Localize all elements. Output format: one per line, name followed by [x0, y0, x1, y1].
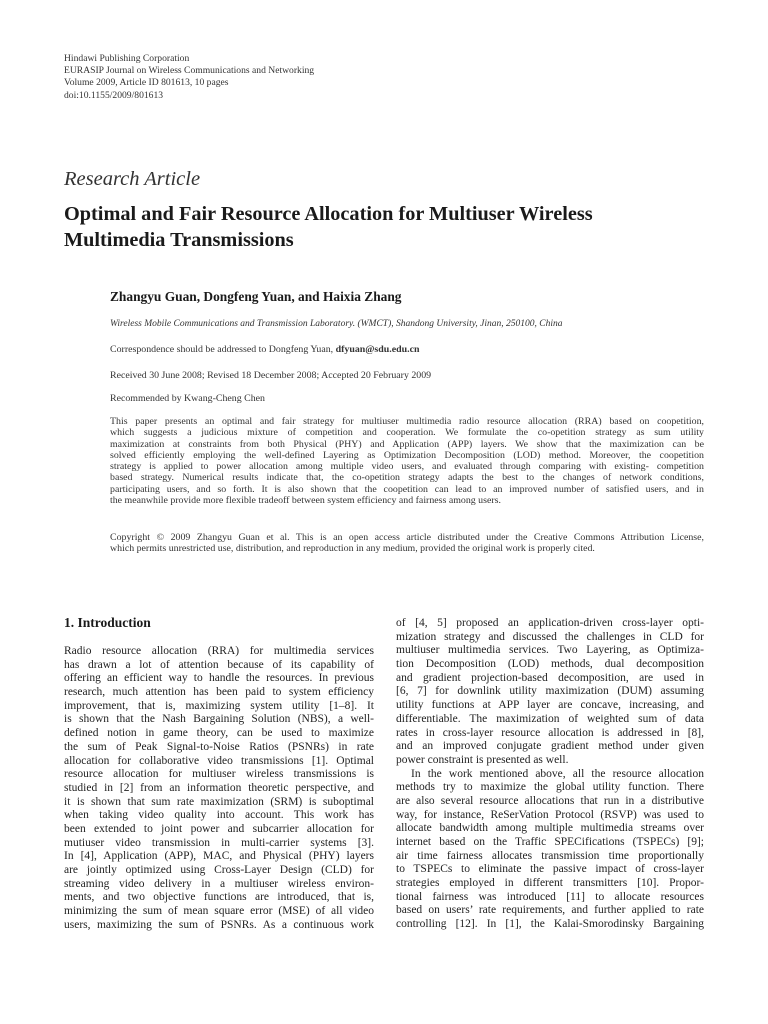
body-line: to TSPECs to eliminate the passive impact of cross-layer: [396, 863, 704, 876]
body-line: studied in [2] from an information theoretic perspective, and: [64, 781, 374, 794]
body-line: research, much attention has been paid to system efficiency: [64, 686, 374, 699]
correspondence: [110, 344, 704, 355]
body-line: mutiuser video transmission in multi-carrier systems [3].: [64, 836, 374, 849]
body-line: Radio resource allocation (RRA) for multimedia services: [64, 645, 374, 657]
body-line: is shown that the Nash Bargaining Solution (NBS), a well-: [64, 713, 374, 726]
abstract-line: solved efficiently employing the well-defined Layering as Optimization Decomposition (LOD) method. Moreover, the coopetition: [110, 449, 704, 461]
body-line: allocation for collaborative video transmissions [1]. Optimal: [64, 754, 374, 767]
body-line: it is shown that sum rate maximization (SRM) is suboptimal: [64, 795, 374, 808]
correspondence-text: Correspondence should be addressed to Dongfeng Yuan,: [110, 344, 336, 355]
body-line: streaming video delivery in a multiuser wireless environ-: [64, 877, 374, 890]
copyright-line: which permits unrestricted use, distribution, and reproduction in any medium, provided the original work is properly cited.: [110, 543, 595, 555]
body-line: are jointly optimized using Cross-Layer Design (CLD) for: [64, 864, 374, 876]
paper-title: [64, 201, 704, 253]
body-line: been extended to joint power and subcarrier allocation for: [64, 822, 374, 835]
recommended-by: Recommended by Kwang-Cheng Chen: [110, 393, 265, 404]
body-line: the sum of Peak Signal-to-Noise Ratios (PSNRs) in rate: [64, 740, 374, 753]
journal-header: [64, 53, 464, 102]
body-line: has drawn a lot of attention because of its capability of: [64, 658, 374, 671]
body-line: [6, 7] for downlink utility maximization (DUM) assuming: [396, 685, 704, 698]
abstract-line: maximization at constraints from both Physical (PHY) and Application (APP) layers. We show that the maximization can be: [110, 438, 704, 450]
body-line: when taking video quality into account. This work has: [64, 809, 374, 822]
body-line: In [4], Application (APP), MAC, and Physical (PHY) layers: [64, 850, 374, 863]
body-line: users, maximizing the sum of PSNRs. As a continuous work: [64, 918, 374, 931]
copyright-notice: [110, 532, 704, 555]
correspondence-email[interactable]: dfyuan@sdu.edu.cn: [335, 344, 420, 355]
body-line: tion Decomposition (LOD) methods, dual decomposition: [396, 658, 704, 671]
abstract-line: participating users, and so forth. It is also shown that the coopetition can lead to an improved number of satisfied users, and in: [110, 483, 704, 495]
body-line: tional fairness was introduced [11] to allocate resources: [396, 890, 704, 903]
journal-name: EURASIP Journal on Wireless Communications and Networking: [64, 65, 315, 77]
body-line: allocate bandwidth among multiple multimedia streams over: [396, 822, 704, 835]
body-line: are also several resource allocations that run in a distributive: [396, 794, 704, 807]
abstract-line: which suggests a judicious mixture of competition and cooperation. We formulate the co-opetition strategy as sum utility: [110, 427, 704, 439]
affiliation: Wireless Mobile Communications and Transmission Laboratory. (WMCT), Shandong University, Jinan, 250100, China: [110, 319, 563, 329]
authors: Zhangyu Guan, Dongfeng Yuan, and Haixia Zhang: [110, 289, 402, 304]
body-line: mization strategy and discussed the challenges in CLD for: [396, 630, 704, 643]
abstract-line: the meanwhile provide more flexible tradeoff between system efficiency and fairness among users.: [110, 495, 501, 507]
body-line: way, for instance, ReSerVation Protocol (RSVP) was used to: [396, 808, 704, 821]
body-line: internet based on the Traffic SPECifications (TSPECs) [9];: [396, 836, 704, 848]
abstract-line: This paper presents an optimal and fair strategy for multiuser multimedia radio resource allocation (RRA) based on coopetition,: [110, 416, 704, 427]
body-line: methods try to maximize the global utility function. There: [396, 781, 704, 794]
body-line: based on users’ rate requirements, and further applied to rate: [396, 904, 704, 917]
body-line: minimizing the sum of mean square error (MSE) of all video: [64, 905, 374, 918]
body-line: and an improved conjugate gradient method under given: [396, 740, 704, 753]
body-line: ments, and two objective functions are introduced, that is,: [64, 891, 374, 904]
body-line: strategies employed in different transmitters [10]. Propor-: [396, 877, 704, 890]
right-column: [396, 617, 704, 932]
body-line: offering an efficient way to handle the resources. In previous: [64, 672, 374, 685]
abstract-line: based strategy. Numerical results indicate that, the co-opetition strategy adapts the best to the changes of network conditions,: [110, 472, 704, 484]
body-line: air time fairness allocates transmission time proportionally: [396, 849, 704, 862]
body-line: In the work mentioned above, all the resource allocation: [411, 767, 704, 780]
body-line: utility functions at APP layer are concave, increasing, and: [396, 699, 704, 712]
left-column: [64, 645, 374, 932]
body-line: improvement, that is, maximizing system utility [1–8]. It: [64, 699, 374, 712]
body-line: resource allocation for multiuser wireless transmissions is: [64, 768, 374, 781]
title-line: Optimal and Fair Resource Allocation for Multiuser Wireless: [64, 203, 593, 225]
abstract: [110, 416, 704, 506]
body-line: power constraint is presented as well.: [396, 753, 569, 766]
copyright-line: Copyright © 2009 Zhangyu Guan et al. This is an open access article distributed under the Creative Commons Attribution License,: [110, 532, 704, 543]
publisher: Hindawi Publishing Corporation: [64, 53, 190, 64]
body-line: of [4, 5] proposed an application-driven cross-layer opti-: [396, 617, 704, 629]
title-line: Multimedia Transmissions: [64, 229, 294, 251]
body-line: and gradient projection-based decomposition, are used in: [396, 671, 704, 684]
section-heading: 1. Introduction: [64, 615, 151, 630]
body-line: controlling [12]. In [1], the Kalai-Smorodinsky Bargaining: [396, 918, 704, 931]
received-dates: Received 30 June 2008; Revised 18 December 2008; Accepted 20 February 2009: [110, 370, 432, 381]
article-type: Research Article: [64, 168, 201, 190]
body-line: differentiable. The maximization of weighted sum of data: [396, 712, 704, 725]
doi[interactable]: doi:10.1155/2009/801613: [64, 89, 164, 101]
body-line: defined notion in game theory, can be used to maximize: [64, 727, 374, 740]
volume-info: Volume 2009, Article ID 801613, 10 pages: [64, 77, 229, 89]
body-line: rates in cross-layer resource allocation is addressed in [8],: [396, 726, 704, 739]
abstract-line: strategy is applied to power allocation among multiple video users, and evaluated through comparing with existing- competition: [110, 461, 704, 473]
body-line: multiuser multimedia services. Two Layering, as Optimiza-: [396, 644, 704, 657]
